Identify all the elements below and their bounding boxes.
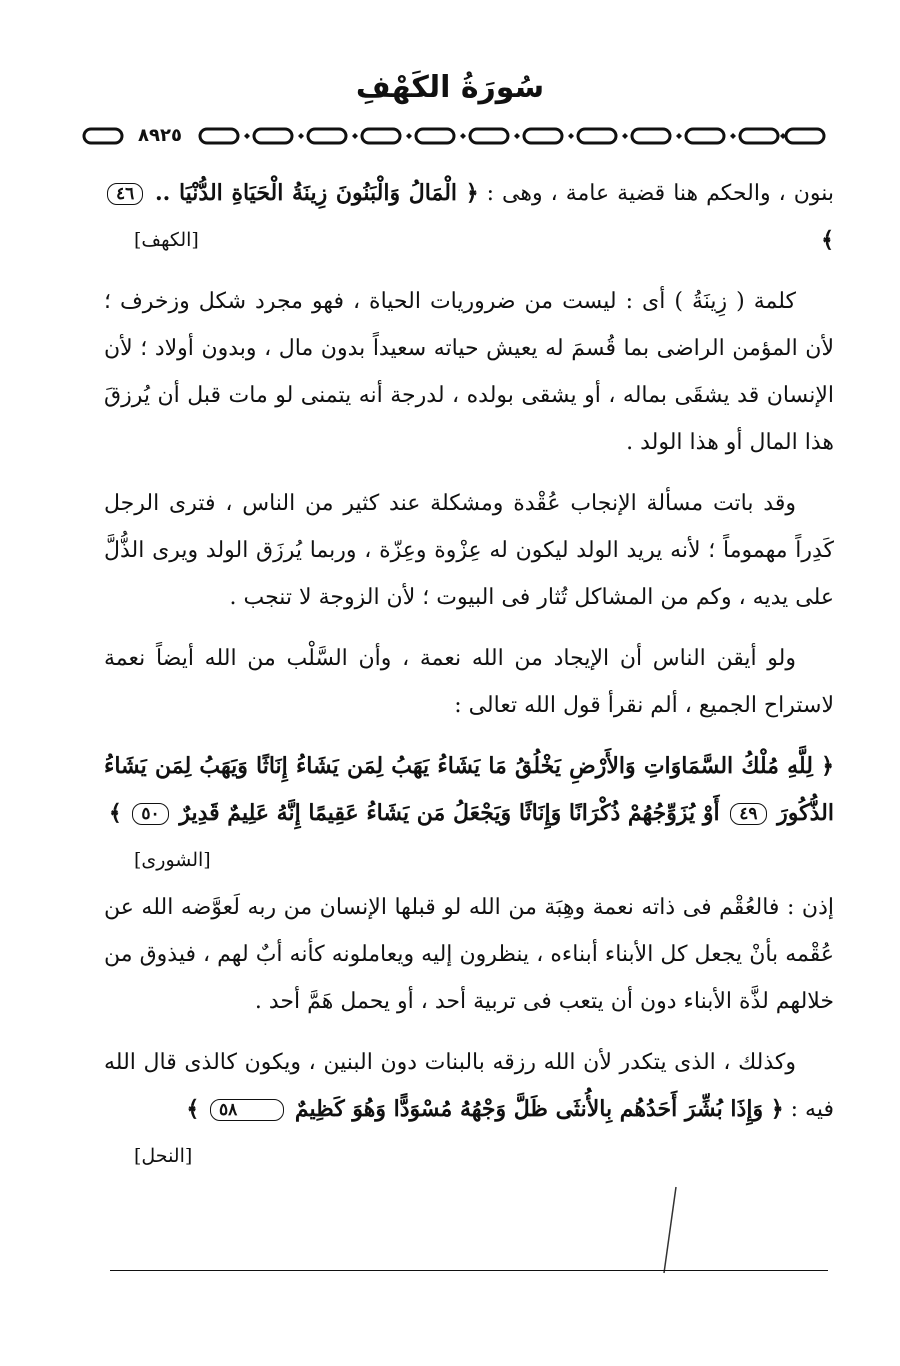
verse-number-49: ٤٩ [730, 803, 766, 825]
surah-reference-shura: [الشورى] [134, 849, 211, 871]
verse-number-46: ٤٦ [107, 183, 143, 205]
verse-number-50: ٥٠ [132, 803, 168, 825]
paragraph-7 [104, 1039, 834, 1167]
paragraph-2: كلمة ( زِينَةُ ) أى : ليست من ضروريات الحياة ، فهو مجرد شكل وزخرف ؛ لأن المؤمن الراضى بما قُسمَ له يعيش حياته سعيداً بدون مال ، وبدون أولاد ؛ لأن الإنسان قد يشقَى بماله ، أو يشقى بولده ، لدرجة أنه يتمنى لو مات قبل أن يُرزقَ هذا المال أو هذا الولد . [104, 289, 834, 455]
verse-number-58: ٥٨ [210, 1099, 284, 1121]
ornamental-chain-rule [80, 124, 828, 148]
quran-verse-nahl-58: ﴿ وَإِذَا بُشِّرَ أَحَدُهُم بِالأُنثَى ظَلَّ وَجْهُهُ مُسْوَدًّا وَهُوَ كَظِيمٌ [287, 1096, 784, 1122]
quran-close-bracket: ﴾ [108, 800, 130, 826]
paragraph-1 [104, 170, 834, 264]
footer-rule [110, 1270, 828, 1271]
paragraph-5-quran [104, 743, 834, 871]
quran-verse-shura-49: ﴿ لِلَّهِ مُلْكُ السَّمَاوَاتِ وَالأَرْضِ يَخْلُقُ مَا يَشَاءُ يَهَبُ لِمَن يَشَاءُ إِنَاثًا وَيَهَبُ لِمَن يَشَاءُ الذُّكُورَ [104, 753, 834, 826]
quran-verse-kahf-46: ﴿ الْمَالُ وَالْبَنُونَ زِينَةُ الْحَيَاةِ الدُّنْيَا .. [146, 180, 479, 206]
page-body [104, 170, 834, 1180]
surah-reference-kahf: [الكهف] [134, 229, 199, 251]
surah-title: سُورَةُ الكَهْفِ [355, 70, 545, 105]
paragraph-3: وقد باتت مسألة الإنجاب عُقْدة ومشكلة عند كثير من الناس ، فترى الرجل كَدِراً مهموماً ؛ لأنه يريد الولد ليكون له عِزْوة وعِزّة ، وربما يُرزَق الولد ويرى الذُّلَّ على يديه ، وكم من المشاكل تُثار فى البيوت ؛ لأن الزوجة لا تنجب . [104, 491, 834, 610]
paragraph-4: ولو أيقن الناس أن الإيجاد من الله نعمة ، وأن السَّلْب من الله أيضاً نعمة لاستراح الجميع ، ألم نقرأ قول الله تعالى : [104, 646, 834, 718]
page-number: ٨٩٢٥ [128, 124, 192, 148]
paragraph-6: إذن : فالعُقْم فى ذاته نعمة وهِبَة من الله لو قبلها الإنسان من ربه لَعوَّضه الله عن عُقْمه بأنْ يجعل كل الأبناء أبناءه ، ينظرون إليه ويعاملونه كأنه أبٌ لهم ، فيذوق من خلالهم لذَّة الأبناء دون أن يتعب فى تربية أحد ، أو يحمل هَمَّ أحد . [104, 895, 834, 1014]
quran-verse-shura-50: أَوْ يُزَوِّجُهُمْ ذُكْرَانًا وَإِنَاثًا وَيَجْعَلُ مَن يَشَاءُ عَقِيمًا إِنَّهُ عَلِيمٌ قَدِيرٌ [171, 800, 728, 826]
pen-stroke-mark [660, 1185, 680, 1275]
paragraph-1-text: بنون ، والحكم هنا قضية عامة ، وهى : [478, 181, 834, 206]
quran-close-bracket: ﴾ [186, 1096, 207, 1122]
paragraph-7-text: وكذلك ، الذى يتكدر لأن الله رزقه بالبنات دون البنين ، ويكون كالذى قال الله فيه : [104, 1050, 834, 1122]
quran-close-bracket: ﴾ [821, 227, 834, 253]
surah-reference-nahl: [النحل] [134, 1145, 193, 1167]
